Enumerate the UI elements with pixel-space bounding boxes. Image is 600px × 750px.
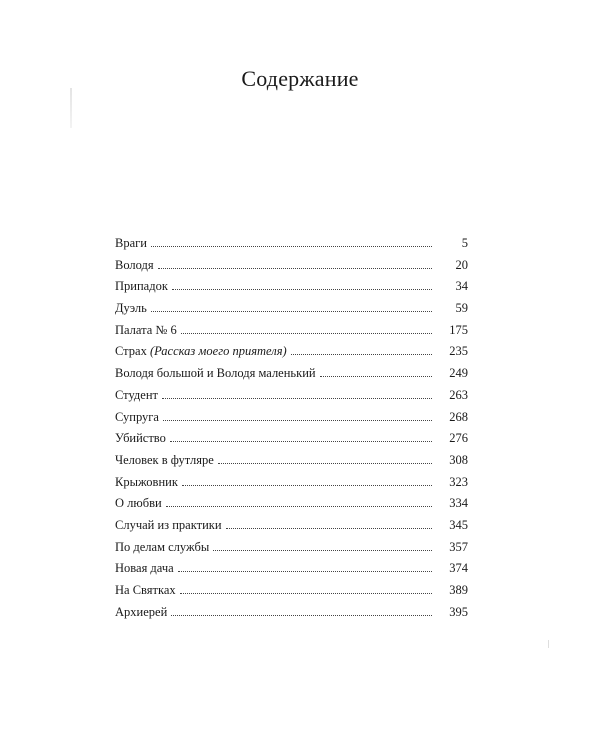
toc-entry-title (115, 540, 213, 555)
toc-dot-leader (162, 397, 432, 399)
toc-entry-subtitle: (Рассказ моего приятеля) (149, 344, 287, 359)
toc-entry-title (115, 301, 151, 316)
toc-entry (115, 388, 468, 410)
toc-entry-title (115, 605, 171, 620)
toc-entry-title-text: Архиерей (115, 604, 168, 619)
scan-speck (548, 640, 549, 648)
toc-dot-leader (171, 614, 432, 616)
toc-entry-title (115, 236, 151, 251)
toc-page-number: 323 (449, 474, 468, 489)
toc-entry-title-text: По делам службы (115, 539, 210, 554)
toc-page-number: 345 (449, 517, 468, 532)
toc-entry (115, 453, 468, 475)
toc-dot-leader (166, 505, 432, 507)
toc-entry (115, 475, 468, 497)
toc-entry (115, 518, 468, 540)
toc-dot-leader (151, 245, 432, 247)
toc-dot-leader (213, 549, 432, 551)
toc-dot-leader (170, 440, 432, 442)
toc-page-number: 374 (449, 561, 468, 576)
toc-entry (115, 496, 468, 518)
toc-entry (115, 301, 468, 323)
toc-page-number: 59 (455, 301, 468, 316)
toc-page-number: 308 (449, 452, 468, 467)
toc-entry-title-text: Володя (115, 257, 154, 272)
toc-entry-title-text: Убийство (115, 431, 166, 446)
toc-entry (115, 410, 468, 432)
toc-entry-title (115, 366, 320, 381)
table-of-contents (115, 236, 468, 626)
toc-dot-leader (172, 288, 432, 290)
toc-entry-title (115, 475, 182, 490)
toc-entry-title-text: Крыжовник (115, 474, 178, 489)
toc-entry (115, 323, 468, 345)
toc-entry-title-text: Новая дача (115, 561, 174, 576)
toc-dot-leader (320, 375, 432, 377)
toc-dot-leader (291, 353, 432, 355)
toc-entry (115, 236, 468, 258)
toc-entry (115, 431, 468, 453)
toc-page-number: 34 (455, 279, 468, 294)
toc-entry-title (115, 323, 181, 338)
page-title: Содержание (241, 66, 359, 91)
toc-page-number: 175 (449, 322, 468, 337)
toc-page-number: 20 (455, 257, 468, 272)
toc-page-number: 395 (449, 604, 468, 619)
toc-page-number: 276 (449, 431, 468, 446)
toc-entry (115, 605, 468, 627)
toc-page-number: 263 (449, 387, 468, 402)
toc-dot-leader (226, 527, 432, 529)
toc-entry-title (115, 518, 226, 533)
toc-entry-title (115, 279, 172, 294)
toc-entry-title (115, 583, 180, 598)
toc-entry-title (115, 388, 162, 403)
toc-entry-title-text: О любви (115, 496, 162, 511)
toc-entry-title-text: Супруга (115, 409, 159, 424)
scan-shadow-mark (70, 88, 72, 128)
toc-dot-leader (180, 592, 432, 594)
toc-entry (115, 344, 468, 366)
toc-entry-title (115, 453, 218, 468)
toc-entry (115, 279, 468, 301)
toc-entry-title (115, 496, 166, 511)
toc-entry-title (115, 258, 158, 273)
toc-entry-title-text: Припадок (115, 279, 168, 294)
toc-dot-leader (163, 419, 432, 421)
toc-entry-title (115, 344, 291, 359)
toc-dot-leader (182, 484, 432, 486)
toc-page-number: 334 (449, 496, 468, 511)
toc-entry-title-text: Володя большой и Володя маленький (115, 366, 316, 381)
toc-page-number: 389 (449, 583, 468, 597)
toc-entry-title-text: Дуэль (115, 301, 147, 316)
toc-entry-title-text: Палата № 6 (115, 322, 177, 337)
toc-entry-title (115, 561, 178, 576)
toc-page-number: 357 (449, 539, 468, 554)
toc-page-number: 235 (449, 344, 468, 359)
toc-entry-title (115, 431, 170, 446)
toc-page-number: 268 (449, 409, 468, 424)
toc-dot-leader (178, 570, 432, 572)
toc-entry-title-text: Страх (115, 344, 147, 359)
toc-entry (115, 561, 468, 583)
toc-page-number: 5 (461, 236, 468, 250)
toc-dot-leader (181, 332, 432, 334)
toc-entry-title-text: Человек в футляре (115, 452, 214, 467)
toc-dot-leader (158, 267, 432, 269)
toc-entry (115, 258, 468, 280)
toc-entry (115, 366, 468, 388)
toc-dot-leader (151, 310, 432, 312)
toc-entry (115, 583, 468, 605)
toc-entry-title-text: Случай из практики (115, 517, 222, 532)
toc-dot-leader (218, 462, 432, 464)
toc-entry (115, 540, 468, 562)
toc-entry-title-text: На Святках (115, 583, 176, 597)
toc-entry-title-text: Студент (115, 387, 158, 402)
toc-page-number: 249 (449, 366, 468, 381)
toc-entry-title (115, 410, 163, 425)
toc-entry-title-text: Враги (115, 236, 147, 250)
